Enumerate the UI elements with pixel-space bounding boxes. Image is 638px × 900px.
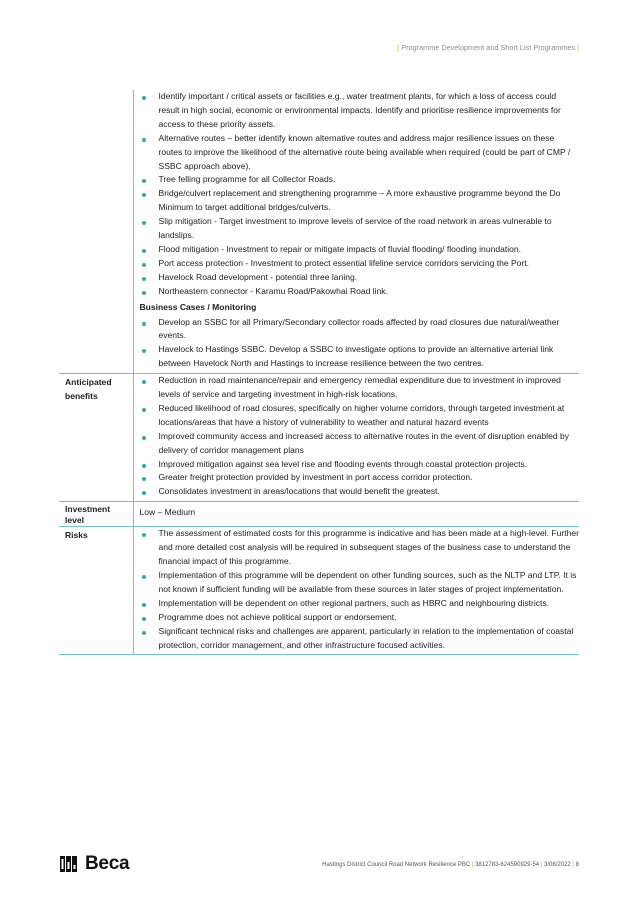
bullet-icon [142, 477, 146, 481]
table-row-investment [59, 502, 579, 527]
list-item [140, 569, 580, 597]
list-item-text: Consolidates investment in areas/locations that would benefit the greatest. [158, 486, 440, 497]
row-label-empty [59, 90, 133, 374]
bullet-icon [142, 464, 146, 468]
list-item [140, 402, 580, 430]
bullet-icon [142, 179, 146, 183]
header-title: Programme Development and Short List Programmes [401, 43, 576, 52]
bullet-icon [142, 249, 146, 253]
list-item-text: Flood mitigation - Investment to repair or mitigate impacts of fluvial flooding/ flooding inundation. [158, 243, 521, 254]
page-header: | Programme Development and Short List Programmes | [397, 43, 579, 52]
list-item-text: Tree felling programme for all Collector Roads. [158, 174, 336, 185]
list-item-text: Develop an SSBC for all Primary/Secondary collector roads affected by road closures due natural/weather events. [158, 316, 560, 341]
list-item [140, 471, 580, 485]
beca-wordmark: Beca [85, 853, 130, 874]
list-item [140, 611, 580, 625]
list-item [140, 132, 580, 174]
list-item-text: Slip mitigation - Target investment to improve levels of service of the road network in areas vulnerable to landslips. [158, 216, 552, 241]
bullet-icon [142, 631, 146, 635]
beca-logo-icon [60, 856, 82, 872]
row-label-risks: Risks [59, 527, 133, 655]
bullet-icon [142, 96, 146, 100]
row-content-risks [133, 527, 579, 655]
list-item-text: Northeastern connector - Karamu Road/Pakowhai Road link. [158, 285, 388, 296]
row-content-benefits [133, 374, 579, 502]
list-item [140, 173, 580, 187]
bullet-icon [142, 349, 146, 353]
business-cases-list [140, 316, 580, 372]
bullet-icon [142, 575, 146, 579]
row-content-continuation [133, 90, 579, 374]
footer-doc-id: 3812783-624590929-54 [475, 862, 540, 868]
bullet-icon [142, 221, 146, 225]
list-item-text: Implementation of this programme will be dependent on other funding sources, such as the NLTP and LTP. It is not known if sufficient funding will be available from these sources in later stages of project implementation. [158, 570, 577, 594]
list-item-text: Improved community access and increased access to alternative routes in the event of disruption enabled by delivery of corridor management plans [158, 430, 569, 455]
benefits-list [140, 374, 580, 499]
list-item-text: Greater freight protection provided by investment in port access corridor protection. [158, 472, 473, 483]
footer-doc-title: Hastings District Council Road Network Resilience PBC [322, 862, 471, 868]
row-content-investment [133, 502, 579, 527]
bullet-icon [142, 617, 146, 621]
business-cases-heading: Business Cases / Monitoring [139, 301, 257, 312]
list-item-text: Programme does not achieve political support or endorsement. [158, 611, 397, 622]
bullet-icon [142, 533, 146, 537]
list-item-text: Alternative routes – better identify known alternative routes and address major resilience issues on these routes to improve the likelihood of the alternative route being available when required (could be part of CMP / SSBC approach above). [158, 132, 571, 171]
table-row-continuation [59, 90, 579, 374]
list-item [140, 271, 580, 285]
bullet-icon [142, 436, 146, 440]
list-item [140, 625, 580, 653]
bullet-icon [142, 138, 146, 142]
row-label-investment: Investment level [59, 502, 133, 527]
list-item [140, 485, 580, 499]
list-item-text: Reduced likelihood of road closures, specifically on higher volume corridors, through targeted investment at locations/areas that have a history of vulnerability to weather and natural hazard events [158, 402, 565, 427]
bullet-icon [142, 322, 146, 326]
list-item-text: The assessment of estimated costs for this programme is indicative and has been made at a high-level. Further and more detailed cost analysis will be required in subsequent stages of the business case to understand the financial impact of this programme. [158, 528, 579, 567]
continuation-list [140, 90, 580, 299]
table-row-benefits [59, 374, 579, 502]
bullet-icon [142, 380, 146, 384]
list-item-text: Port access protection - Investment to protect essential lifeline service corridors servicing the Port. [158, 257, 530, 268]
list-item-text: Implementation will be dependent on other regional partners, such as HBRC and neighbouring districts. [158, 597, 550, 608]
list-item [140, 215, 580, 243]
list-item [140, 316, 580, 344]
list-item [140, 257, 580, 271]
list-item [140, 430, 580, 458]
list-item [140, 527, 580, 569]
row-label-benefits: Anticipated benefits [59, 374, 133, 502]
bullet-icon [142, 291, 146, 295]
bullet-icon [142, 193, 146, 197]
bullet-icon [142, 603, 146, 607]
bullet-icon [142, 491, 146, 495]
list-item-text: Reduction in road maintenance/repair and emergency remedial expenditure due to investment in improved levels of service and targeting investment in high-risk locations. [158, 375, 561, 400]
beca-logo [60, 855, 129, 873]
list-item-text: Significant technical risks and challenges are apparent, particularly in relation to the implementation of coastal protection, corridor management, and other infrastructure focused activities. [158, 625, 574, 650]
list-item [140, 343, 580, 371]
list-item [140, 90, 580, 132]
programme-table [59, 90, 579, 655]
footer-page-number: 8 [575, 862, 579, 868]
list-item-text: Improved mitigation against sea level rise and flooding events through coastal protection projects. [158, 458, 528, 469]
bullet-icon [142, 277, 146, 281]
list-item-text: Havelock Road development - potential three laning. [158, 271, 358, 282]
table-row-risks [59, 527, 579, 655]
list-item [140, 187, 580, 215]
list-item [140, 243, 580, 257]
list-item [140, 374, 580, 402]
list-item-text: Havelock to Hastings SSBC. Develop a SSBC to investigate options to provide an alternative arterial link between Havelock North and Hastings to increase resilience between the two centres. [158, 344, 554, 369]
investment-value: Low – Medium [139, 507, 196, 518]
list-item-text: Identify important / critical assets or facilities e.g., water treatment plants, for which a loss of access could result in high social, economic or environmental impacts. Identify and prioritise resilience improvements for access to these priority assets. [158, 91, 561, 129]
bullet-icon [142, 408, 146, 412]
page-footer: Hastings District Council Road Network Resilience PBC | 3812783-624590929-54 | 3/08/2022 | 8 [322, 862, 579, 868]
list-item-text: Bridge/culvert replacement and strengthening programme – A more exhaustive programme beyond the Do Minimum to target additional bridges/culverts. [158, 188, 561, 213]
bullet-icon [142, 263, 146, 267]
footer-date: 3/08/2022 [544, 862, 571, 868]
list-item [140, 285, 580, 299]
list-item [140, 597, 580, 611]
list-item [140, 458, 580, 472]
risks-list [140, 527, 580, 652]
